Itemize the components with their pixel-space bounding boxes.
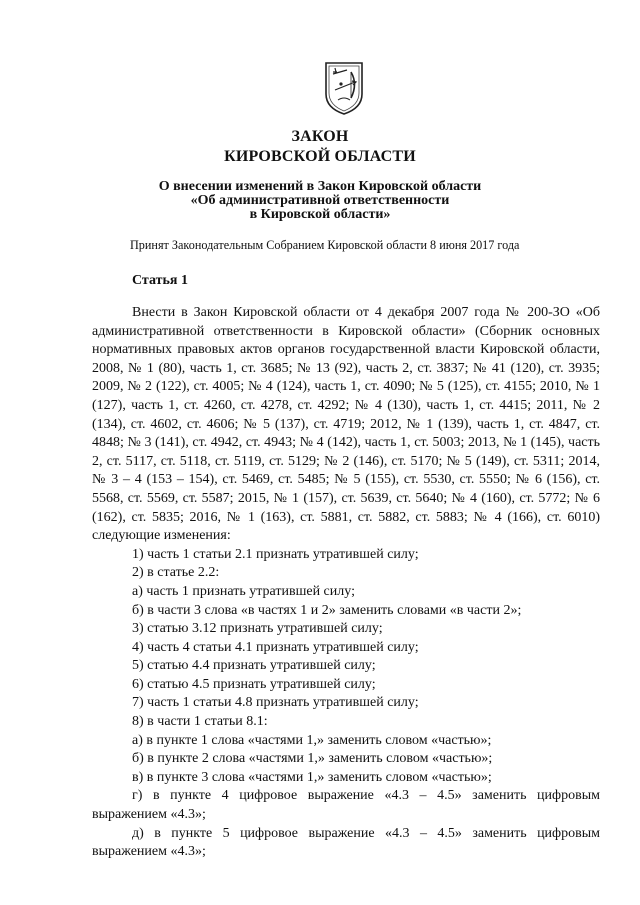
law-subtitle-line-1: О внесении изменений в Закон Кировской области [158, 179, 482, 194]
kirov-coat-of-arms-icon [323, 60, 365, 116]
list-item: в) в пункте 3 слова «частями 1,» заменить словом «частью»; [132, 769, 492, 785]
list-item: 7) часть 1 статьи 4.8 признать утратившей силу; [132, 695, 419, 711]
list-item: 3) статью 3.12 признать утратившей силу; [132, 621, 383, 637]
list-item: д) в пункте 5 цифровое выражение «4.3 – 4.5» заменить цифровым выражением «4.3»; [92, 825, 600, 860]
article-body [92, 304, 600, 862]
adoption-date: Принят Законодательным Собранием Кировской области 8 июня 2017 года [130, 238, 520, 252]
law-title: ЗАКОН [291, 128, 349, 145]
list-item: 5) статью 4.4 признать утратившей силу; [132, 658, 376, 674]
law-subtitle-line-2: «Об административной ответственности [190, 193, 450, 208]
list-item: а) в пункте 1 слова «частями 1,» заменить словом «частью»; [132, 732, 492, 748]
list-item: 2) в статье 2.2: [132, 565, 220, 581]
law-subtitle-line-3: в Кировской области» [249, 207, 391, 222]
list-item: 1) часть 1 статьи 2.1 признать утратившей силу; [132, 546, 419, 562]
list-item: 4) часть 4 статьи 4.1 признать утратившей силу; [132, 639, 419, 655]
list-item: а) часть 1 признать утратившей силу; [132, 583, 355, 599]
list-item: г) в пункте 4 цифровое выражение «4.3 – 4.5» заменить цифровым выражением «4.3»; [92, 788, 600, 823]
list-item: б) в части 3 слова «в частях 1 и 2» заменить словами «в части 2»; [132, 602, 522, 618]
article-heading: Статья 1 [132, 273, 188, 288]
list-item: 8) в части 1 статьи 8.1: [132, 714, 268, 730]
list-item: 6) статью 4.5 признать утратившей силу; [132, 676, 376, 692]
list-item: б) в пункте 2 слова «частями 1,» заменить словом «частью»; [132, 751, 493, 767]
law-region: КИРОВСКОЙ ОБЛАСТИ [224, 148, 416, 165]
article-intro-paragraph: Внести в Закон Кировской области от 4 декабря 2007 года № 200-ЗО «Об административной ответственности в Кировской области» (Сборник основных нормативных правовых актов органов государственной власти Кировской области, 2008, № 1 (80), часть 1, ст. 3685; № 13 (92), часть 2, ст. 3837; № 41 (120), ст. 3935; 2009, № 2 (122), ст. 4005; № 4 (124), часть 1, ст. 4090; № 5 (125), ст. 4155; 2010, № 1 (127), часть 1, ст. 4260, ст. 4278, ст. 4292; № 4 (130), часть 1, ст. 4415; 2011, № 2 (134), ст. 4602, ст. 4606; № 5 (137), ст. 4719; 2012, № 1 (139), часть 1, ст. 4847, ст. 4848; № 3 (141), ст. 4942, ст. 4943; № 4 (142), часть 1, ст. 5003; 2013, № 1 (145), часть 2, ст. 5117, ст. 5118, ст. 5119, ст. 5129; № 2 (146), ст. 5170; № 5 (149), ст. 5311; 2014, № 3 – 4 (153 – 154), ст. 5469, ст. 5485; № 5 (155), ст. 5530, ст. 5550; № 6 (156), ст. 5568, ст. 5569, ст. 5587; 2015, № 1 (157), ст. 5639, ст. 5640; № 4 (160), ст. 5772; № 6 (162), ст. 5835; 2016, № 1 (163), ст. 5881, ст. 5882, ст. 5883; № 4 (166), ст. 6010) следующие изменения: [92, 305, 600, 544]
